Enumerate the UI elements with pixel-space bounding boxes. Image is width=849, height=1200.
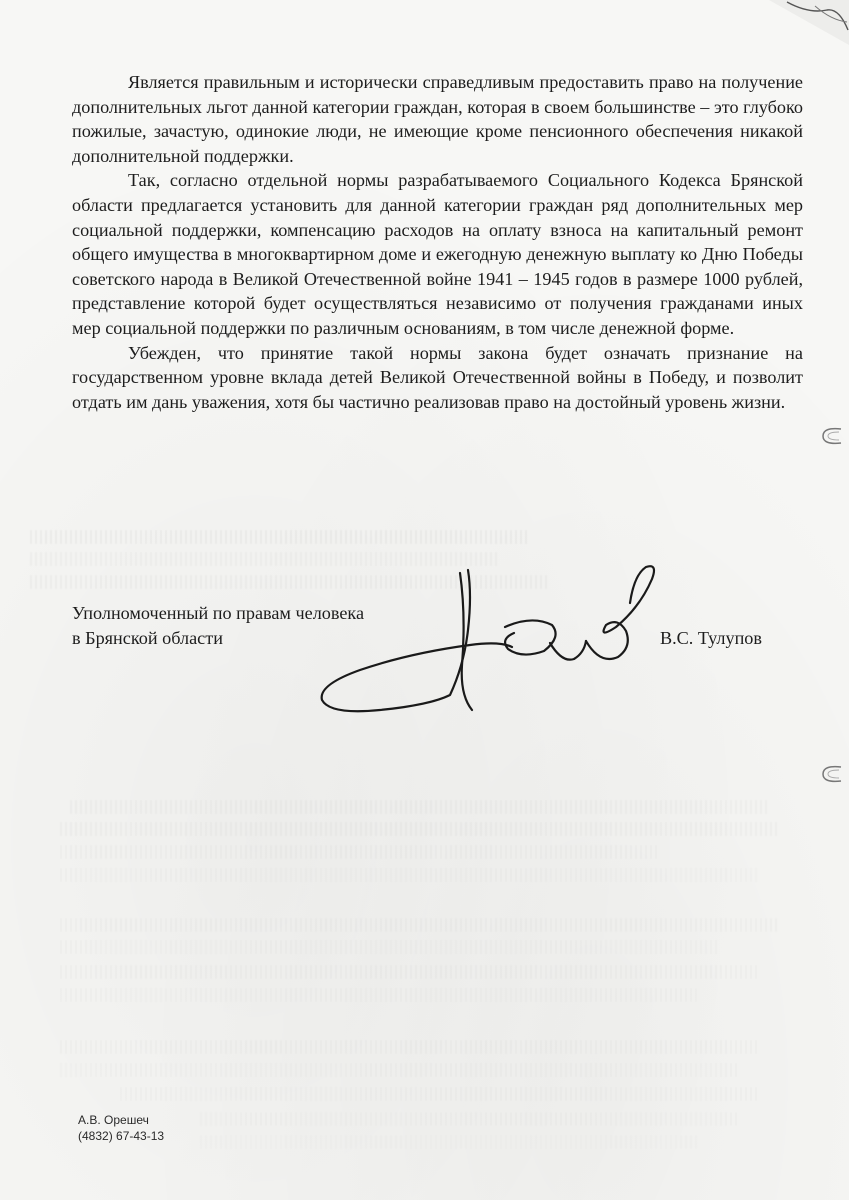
punch-hole-mark: [815, 425, 843, 447]
scan-noise: [70, 800, 770, 814]
scan-noise: [60, 988, 700, 1002]
scan-noise: [60, 1040, 760, 1054]
scan-noise: [60, 965, 760, 979]
executor-info: [78, 1112, 164, 1144]
page-corner-mark: [769, 0, 849, 45]
scan-noise: [60, 918, 780, 932]
scan-noise: [60, 940, 720, 954]
paragraph-rights: Является правильным и исторически справедливым предоставить право на получение дополнительных льгот данной категории граждан, которая в своем большинстве – это глубоко пожилые, зачастую, одинокие люди, не имеющие кроме пенсионного обеспечения никакой дополнительной поддержки.: [72, 72, 803, 166]
scan-noise: [30, 530, 530, 544]
scan-noise: [60, 1063, 740, 1077]
scan-noise: [60, 868, 760, 882]
signatory-title-line1: Уполномоченный по правам человека: [72, 603, 365, 623]
letter-body: [72, 70, 803, 414]
executor-phone: (4832) 67-43-13: [78, 1129, 165, 1143]
executor-name: А.В. Орешеч: [78, 1113, 149, 1127]
paragraph-social-code: Так, согласно отдельной нормы разрабатываемого Социального Кодекса Брянской области предлагается установить для данной категории граждан ряд дополнительных мер социальной поддержки, компенсацию расходов на оплату взноса на капитальный ремонт общего имущества в многоквартирном доме и ежегодную денежную выплату ко Дню Победы советского народа в Великой Отечественной войне 1941 – 1945 годов в размере 1000 рублей, представление которой будет осуществляться независимо от получения гражданами иных мер социальной поддержки по различным основаниям, в том числе денежной форме.: [72, 170, 803, 338]
scan-noise: [200, 1112, 740, 1126]
signatory-title-line2: в Брянской области: [72, 627, 223, 648]
scan-noise: [120, 1087, 760, 1101]
signatory-name: В.С. Тулупов: [660, 628, 762, 648]
scan-noise: [200, 1135, 700, 1149]
scan-noise: [60, 822, 780, 836]
punch-hole-mark: [815, 763, 843, 785]
handwritten-signature: [300, 555, 680, 730]
paragraph-conclusion: Убежден, что принятие такой нормы закона будет означать признание на государственном уровне вклада детей Великой Отечественной войны в Победу, и позволит отдать им дань уважения, хотя бы частично реализовав право на достойный уровень жизни.: [72, 342, 803, 412]
scan-noise: [60, 845, 660, 859]
